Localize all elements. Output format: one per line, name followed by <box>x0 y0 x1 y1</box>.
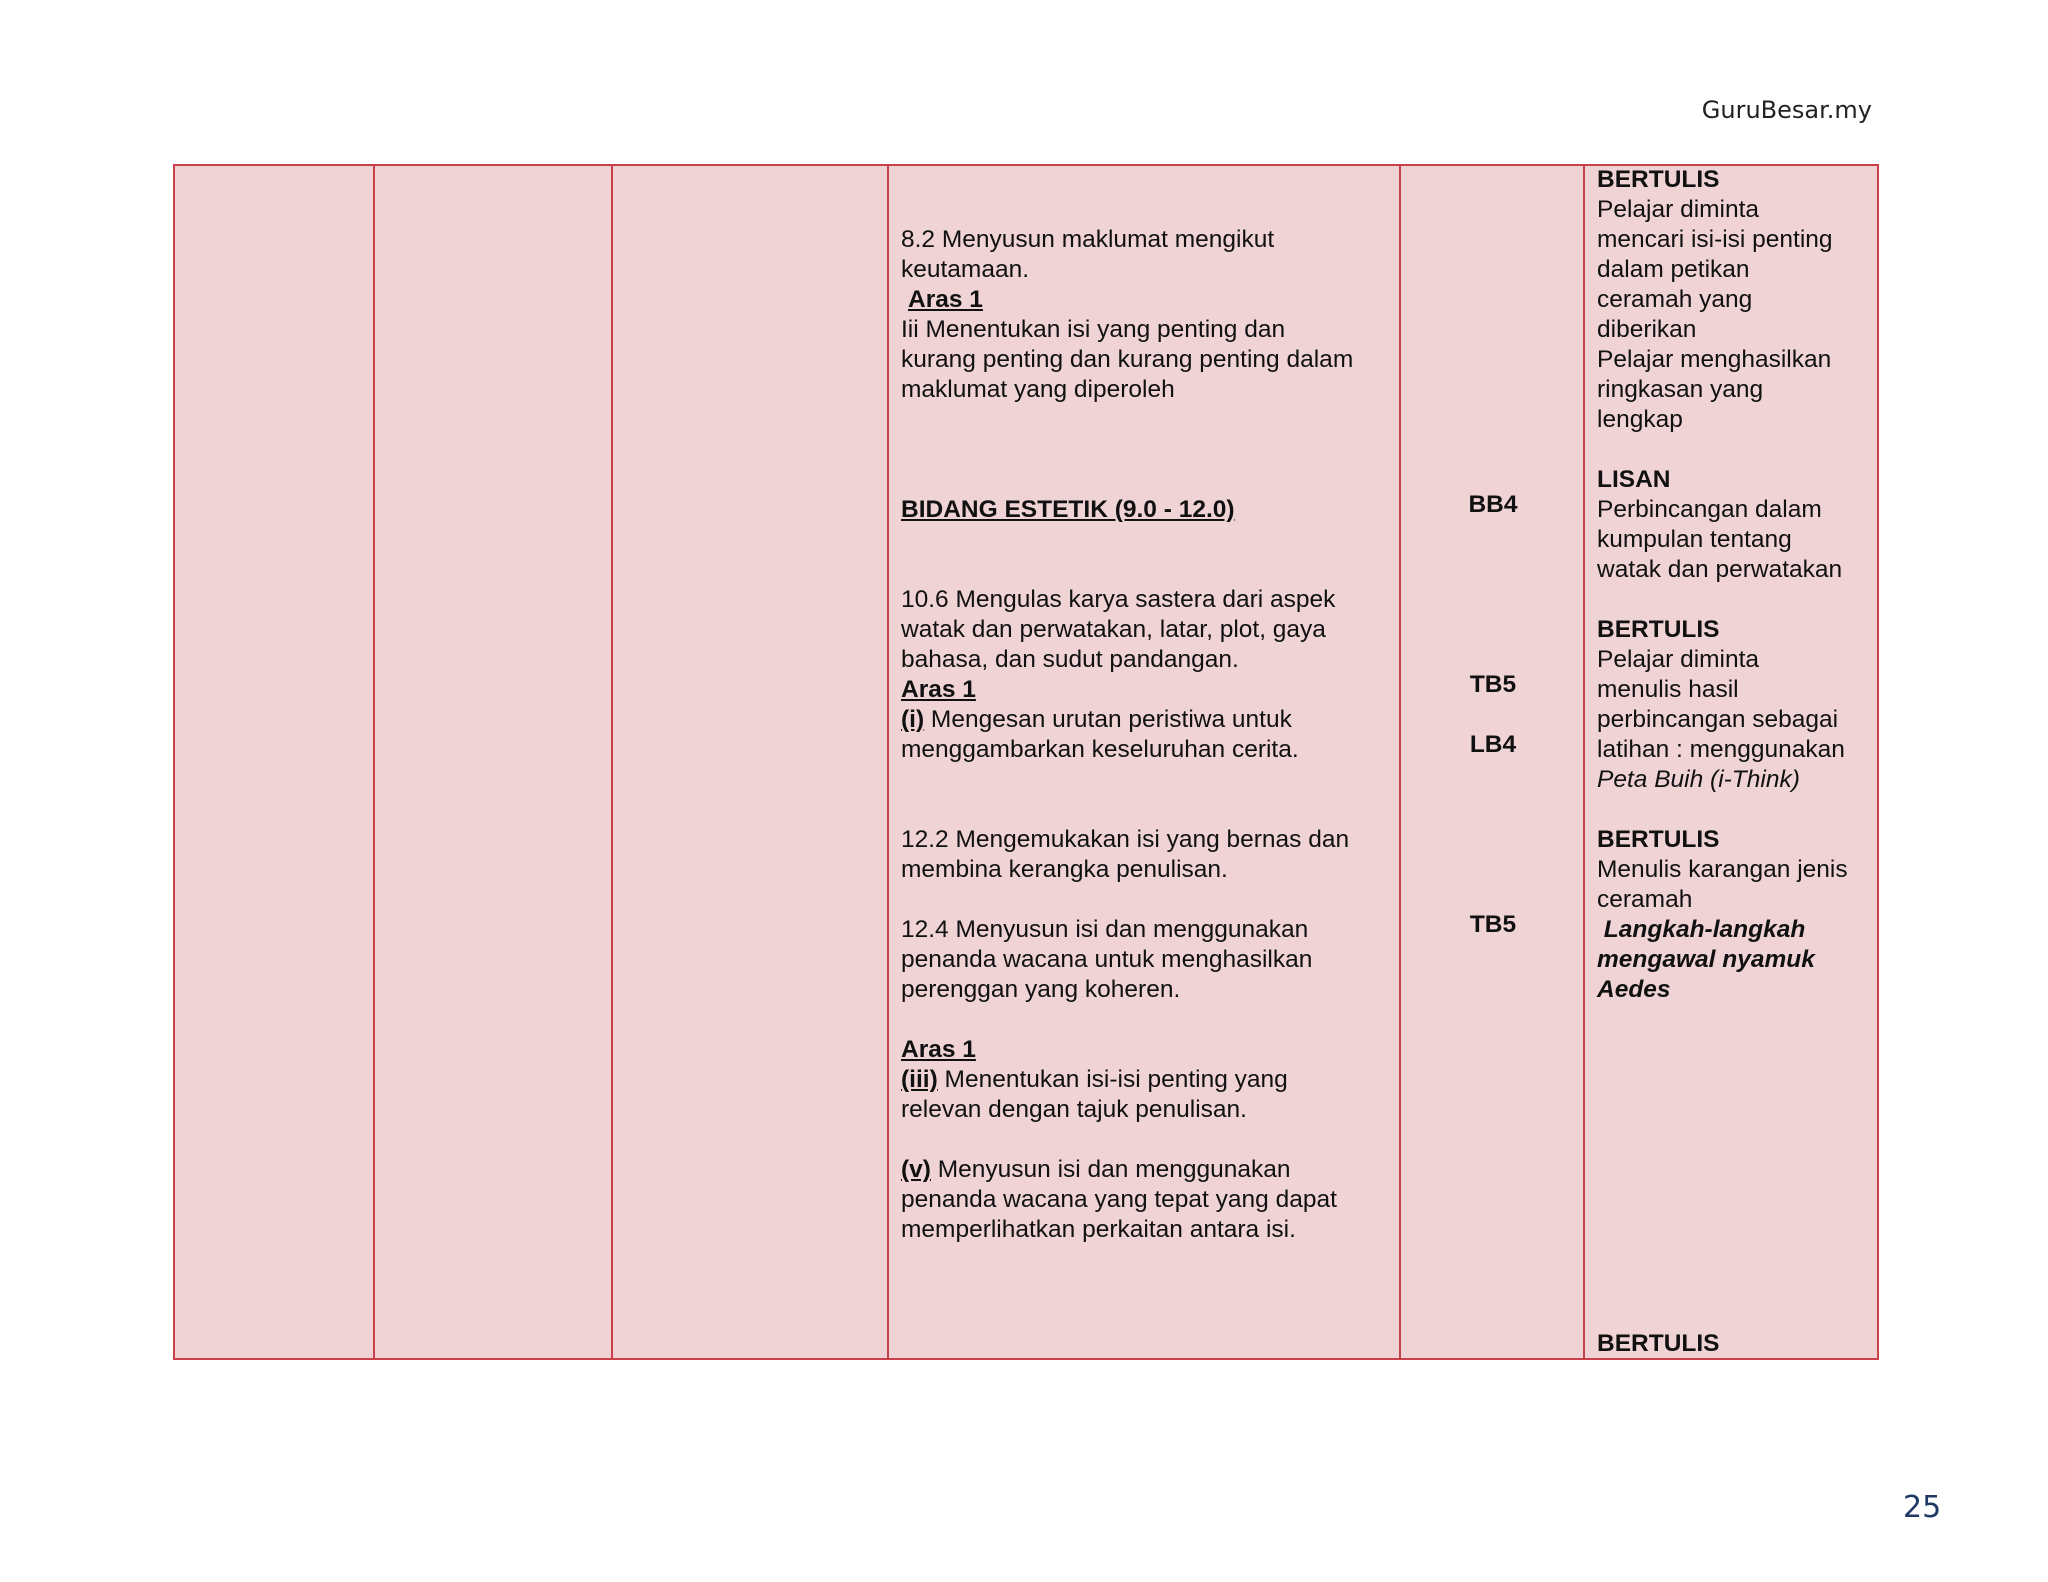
activity-topic: mengawal nyamuk <box>1597 946 1815 973</box>
section-10-6-item-cont: menggambarkan keseluruhan cerita. <box>901 736 1299 763</box>
activity-text: Pelajar diminta <box>1597 196 1760 223</box>
skill-code: LB4 <box>1469 730 1517 758</box>
activity-text: ceramah <box>1597 886 1693 913</box>
level-heading: Aras 1 <box>901 1036 976 1063</box>
section-12-4-title-cont: perenggan yang koheren. <box>901 976 1181 1003</box>
activities-cell <box>1583 166 1877 1358</box>
activity-topic: Aedes <box>1597 976 1671 1003</box>
activity-text: Menulis karangan jenis <box>1597 856 1848 883</box>
section-12-2-title-cont: membina kerangka penulisan. <box>901 856 1228 883</box>
skills-code-cell <box>1399 166 1585 1358</box>
activity-heading: LISAN <box>1597 466 1671 493</box>
section-level-items <box>901 1035 1288 1125</box>
activity-oral <box>1597 465 1842 585</box>
section-8-2-title-cont: keutamaan. <box>901 256 1030 283</box>
activity-text: menulis hasil <box>1597 676 1739 703</box>
activity-text: perbincangan sebagai <box>1597 706 1839 733</box>
activity-text: mencari isi-isi penting <box>1597 226 1833 253</box>
activity-heading: BERTULIS <box>1597 166 1720 193</box>
skill-code: BB4 <box>1468 490 1518 518</box>
section-8-2-title: 8.2 Menyusun maklumat mengikut <box>901 226 1275 253</box>
activity-written-1 <box>1597 165 1833 435</box>
section-8-2 <box>901 225 1353 405</box>
table-cell-2 <box>373 166 613 1358</box>
level-item-v <box>901 1155 1337 1185</box>
level-heading: Aras 1 <box>908 286 983 313</box>
section-10-6 <box>901 585 1335 765</box>
activity-text: ceramah yang <box>1597 286 1753 313</box>
section-8-2-item-cont: kurang penting dan kurang penting dalam <box>901 346 1354 373</box>
content-standard-cell <box>887 166 1401 1358</box>
section-12-2 <box>901 825 1349 885</box>
item-number: (v) <box>901 1156 931 1183</box>
activity-written-3 <box>1597 825 1848 1005</box>
section-12-4-title-cont: penanda wacana untuk menghasilkan <box>901 946 1313 973</box>
item-text: Menyusun isi dan menggunakan <box>930 1156 1291 1183</box>
section-item-v <box>901 1155 1337 1245</box>
field-heading: BIDANG ESTETIK (9.0 - 12.0) <box>901 496 1235 523</box>
activity-text: kumpulan tentang <box>1597 526 1792 553</box>
page-number: 25 <box>1903 1490 1942 1525</box>
section-10-6-item <box>901 705 1335 735</box>
activity-text: lengkap <box>1597 406 1683 433</box>
section-12-4 <box>901 915 1312 1005</box>
activity-text: Pelajar diminta <box>1597 646 1760 673</box>
section-10-6-title: 10.6 Mengulas karya sastera dari aspek <box>901 586 1336 613</box>
activity-text: Perbincangan dalam <box>1597 496 1822 523</box>
skill-code: TB5 <box>1469 910 1517 938</box>
section-8-2-item-cont: maklumat yang diperoleh <box>901 376 1175 403</box>
section-10-6-title-cont: watak dan perwatakan, latar, plot, gaya <box>901 616 1326 643</box>
skill-code: TB5 <box>1469 670 1517 698</box>
item-text: Mengesan urutan peristiwa untuk <box>924 706 1292 733</box>
activity-heading: BERTULIS <box>1597 1330 1720 1357</box>
activity-text: dalam petikan <box>1597 256 1750 283</box>
site-name: GuruBesar.my <box>1701 96 1872 124</box>
activity-heading: BERTULIS <box>1597 826 1720 853</box>
level-item-iii-cont: relevan dengan tajuk penulisan. <box>901 1096 1247 1123</box>
level-item-v-cont: penanda wacana yang tepat yang dapat <box>901 1186 1337 1213</box>
activity-heading: BERTULIS <box>1597 616 1720 643</box>
table-cell-3 <box>611 166 889 1358</box>
lesson-plan-table <box>173 164 1879 1360</box>
level-heading: Aras 1 <box>901 676 976 703</box>
activity-text: latihan : menggunakan <box>1597 736 1845 763</box>
level-item-v-cont: memperlihatkan perkaitan antara isi. <box>901 1216 1296 1243</box>
section-12-2-title: 12.2 Mengemukakan isi yang bernas dan <box>901 826 1350 853</box>
section-10-6-title-cont: bahasa, dan sudut pandangan. <box>901 646 1239 673</box>
activity-text: Pelajar menghasilkan <box>1597 346 1832 373</box>
activity-text: ringkasan yang <box>1597 376 1764 403</box>
section-8-2-item: Iii Menentukan isi yang penting dan <box>901 316 1286 343</box>
level-item-iii <box>901 1065 1288 1095</box>
item-number: (i) <box>901 706 925 733</box>
activity-written-2 <box>1597 615 1845 795</box>
activity-topic: Langkah-langkah <box>1597 916 1806 943</box>
item-number: (iii) <box>901 1066 938 1093</box>
section-12-4-title: 12.4 Menyusun isi dan menggunakan <box>901 916 1309 943</box>
activity-text: watak dan perwatakan <box>1597 556 1843 583</box>
activity-text: Peta Buih (i-Think) <box>1597 766 1800 793</box>
activity-text: diberikan <box>1597 316 1697 343</box>
item-text: Menentukan isi-isi penting yang <box>937 1066 1288 1093</box>
table-cell-1 <box>175 166 373 1358</box>
